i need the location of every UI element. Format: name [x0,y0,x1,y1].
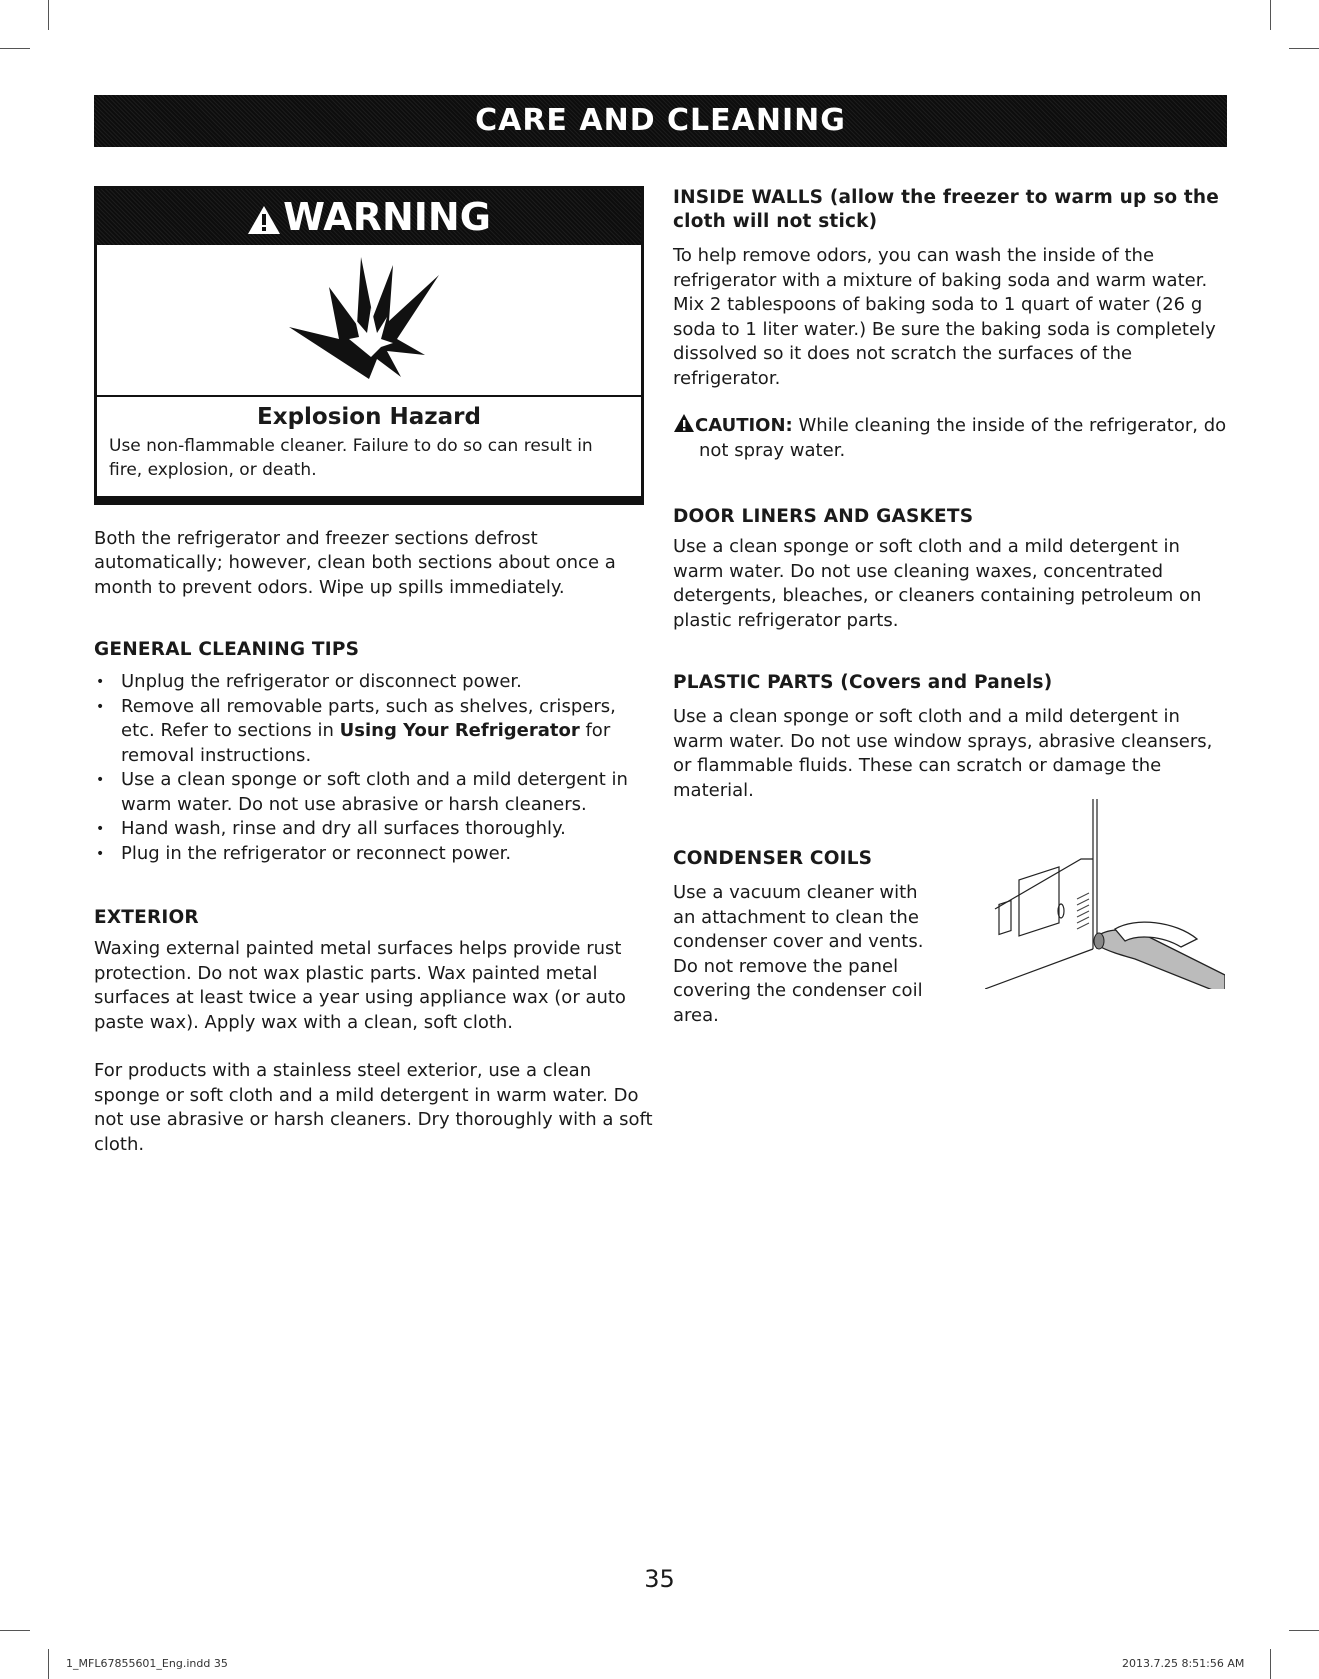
stainless-paragraph: For products with a stainless steel exterior, use a clean sponge or soft cloth and a mild detergent in warm water. Do not use abrasive or harsh cleaners. Dry thoroughly with a soft cloth. [94,1060,653,1155]
right-column [673,186,1233,1028]
exterior-heading: EXTERIOR [94,907,199,928]
general-cleaning-list [94,670,654,866]
warning-triangle-icon [247,204,281,236]
exterior-paragraph: Waxing external painted metal surfaces helps provide rust protection. Do not wax plastic parts. Wax painted metal surfaces at least twice a year using appliance wax (or auto paste wax). Apply wax with a clean, soft cloth. [94,938,626,1033]
general-cleaning-heading: GENERAL CLEANING TIPS [94,639,360,660]
page-title: CARE AND CLEANING [475,103,846,138]
warning-box [94,186,644,505]
hazard-title: Explosion Hazard [257,404,481,430]
crop-mark [1270,1649,1271,1679]
crop-mark [48,1649,49,1679]
list-item: • Hand wash, rinse and dry all surfaces thoroughly. [94,817,654,842]
crop-mark [1289,1630,1319,1631]
warning-label: WARNING [283,195,491,239]
crop-mark [48,0,49,30]
explosion-icon [269,247,469,387]
door-liners-heading: DOOR LINERS AND GASKETS [673,506,974,527]
list-item: • Use a clean sponge or soft cloth and a mild detergent in warm water. Do not use abrasive or harsh cleaners. [94,768,654,817]
section-reference: Using Your Refrigerator [339,720,580,741]
plastic-parts-paragraph: Use a clean sponge or soft cloth and a mild detergent in warm water. Do not use window sprays, abrasive cleansers, or flammable fluids. These can scratch or damage the material. [673,706,1213,801]
warning-text [97,397,641,502]
crop-mark [1289,48,1319,49]
crop-mark [0,48,30,49]
timestamp-slug: 2013.7.25 8:51:56 AM [1122,1657,1245,1670]
crop-mark [0,1630,30,1631]
list-item: • Unplug the refrigerator or disconnect power. [94,670,654,695]
list-item-text: Remove all removable parts, such as shelves, crispers, etc. Refer to sections in [121,695,616,741]
page-title-banner [94,95,1227,147]
caution-label: CAUTION: [695,415,793,436]
plastic-parts-heading: PLASTIC PARTS (Covers and Panels) [673,672,1053,693]
page-number: 35 [644,1565,675,1593]
list-item [94,695,654,769]
list-item-text: for removal instructions. [121,720,611,766]
caution-triangle-icon [673,413,695,433]
hazard-body: Use non-flammable cleaner. Failure to do so can result in fire, explosion, or death. [109,435,593,480]
warning-illustration [97,245,641,397]
vacuum-condenser-illustration [985,799,1225,989]
inside-walls-paragraph: To help remove odors, you can wash the inside of the refrigerator with a mixture of baking soda and warm water. Mix 2 tablespoons of baking soda to 1 quart of water (26 g soda to 1 liter water.) Be sure the baking soda is completely dissolved so it does not scratch the surfaces of the refrigerator. [673,245,1216,389]
door-liners-paragraph: Use a clean sponge or soft cloth and a mild detergent in warm water. Do not use cleaning waxes, concentrated detergents, bleaches, or cleaners containing petroleum on plastic refrigerator parts. [673,536,1202,631]
crop-mark [1270,0,1271,30]
caution-text: While cleaning the inside of the refrigerator, do not spray water. [699,415,1227,461]
file-slug: 1_MFL67855601_Eng.indd 35 [66,1657,228,1670]
warning-header [97,189,641,245]
list-item: • Plug in the refrigerator or reconnect power. [94,842,654,867]
inside-walls-heading: INSIDE WALLS (allow the freezer to warm up so the cloth will not stick) [673,187,1220,232]
condenser-heading: CONDENSER COILS [673,848,873,869]
intro-paragraph: Both the refrigerator and freezer sections defrost automatically; however, clean both sections about once a month to prevent odors. Wipe up spills immediately. [94,527,616,598]
caution-note [673,413,1233,463]
condenser-section [673,847,1233,1028]
left-column [94,186,654,1157]
condenser-paragraph: Use a vacuum cleaner with an attachment to clean the condenser cover and vents. Do not remove the panel covering the condenser coil area. [673,882,924,1026]
